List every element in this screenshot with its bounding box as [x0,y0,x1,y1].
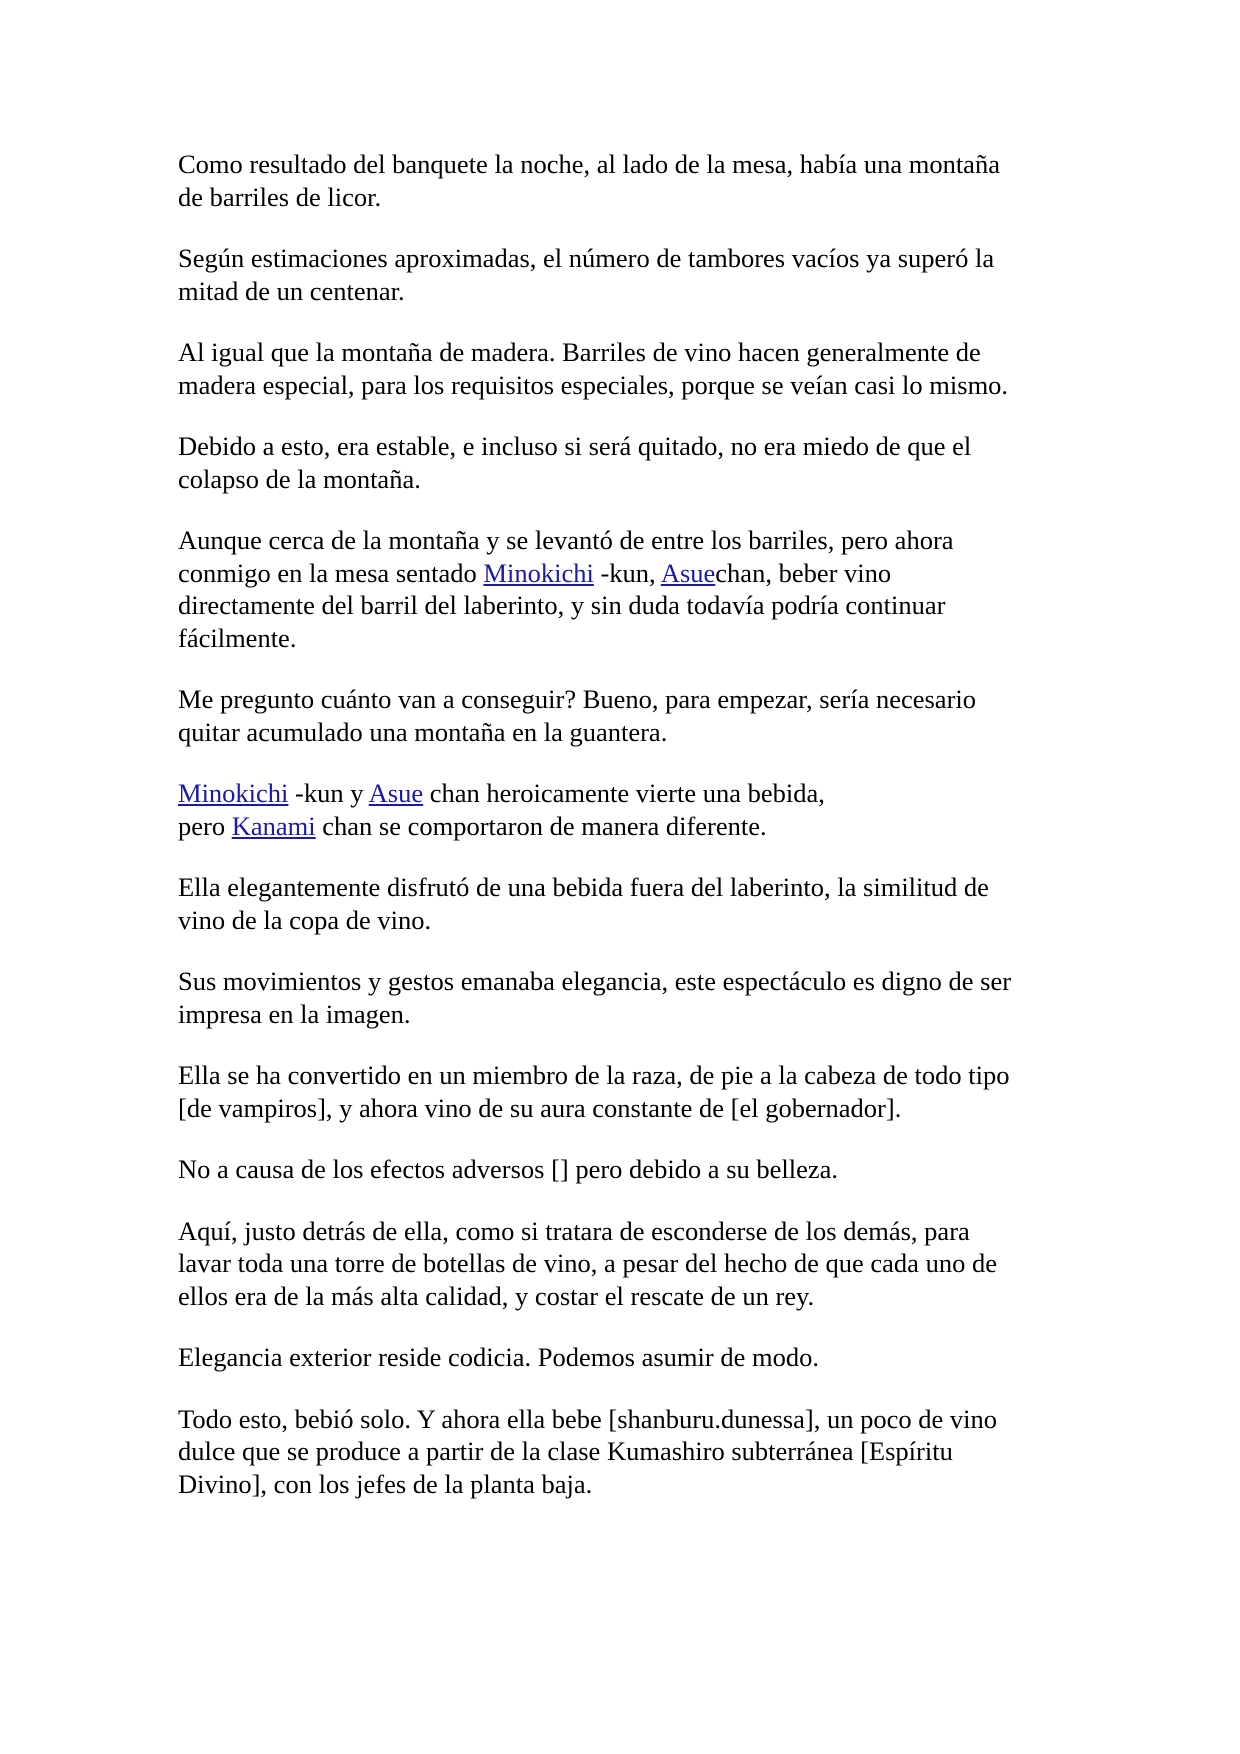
text-run: lavar toda una torre de botellas de vino, a pesar del hecho de que cada uno de [178,1248,997,1278]
text-run: Al igual que la montaña de madera. Barriles de vino hacen generalmente de [178,337,981,367]
text-run: Me pregunto cuánto van a conseguir? Bueno, para empezar, sería necesario [178,684,977,714]
character-link[interactable]: Asue [660,557,716,588]
paragraph [178,1059,1083,1124]
text-run: Ella se ha convertido en un miembro de la raza, de pie a la cabeza de todo tipo [178,1060,1010,1090]
text-run: colapso de la montaña. [178,463,421,494]
paragraph [178,1215,1083,1313]
text-run: mitad de un centenar. [178,275,405,306]
paragraph [178,777,1083,842]
text-run: ellos era de la más alta calidad, y costar el rescate de un rey. [178,1280,815,1311]
text-run: de barriles de licor. [178,181,382,212]
paragraph [178,683,1083,748]
paragraph [178,1153,1083,1186]
character-link[interactable]: Kanami [231,810,316,841]
text-run: Aunque cerca de la montaña y se levantó de entre los barriles, pero ahora [178,525,954,555]
paragraph [178,524,1083,654]
text-run: [de vampiros], y ahora vino de su aura constante de [el gobernador]. [178,1092,902,1123]
text-run: madera especial, para los requisitos especiales, porque se veían casi lo mismo. [178,369,1009,400]
text-run: quitar acumulado una montaña en la guantera. [178,716,668,747]
text-run: Divino], con los jefes de la planta baja. [178,1468,593,1499]
text-run: Sus movimientos y gestos emanaba elegancia, este espectáculo es digno de ser [178,966,1012,996]
paragraph [178,242,1083,307]
text-run: vino de la copa de vino. [178,904,432,935]
text-run: chan se comportaron de manera diferente. [315,810,767,841]
text-run: Como resultado del banquete la noche, al lado de la mesa, había una montaña [178,149,1000,179]
text-run: -kun y [288,778,369,808]
paragraph [178,1403,1083,1501]
character-link[interactable]: Minokichi [483,557,594,588]
character-link[interactable]: Minokichi [178,778,289,808]
text-run: directamente del barril del laberinto, y sin duda todavía podría continuar [178,590,946,620]
text-run: Elegancia exterior reside codicia. Podemos asumir de modo. [178,1342,819,1372]
text-run: dulce que se produce a partir de la clase Kumashiro subterránea [Espíritu [178,1436,953,1466]
text-run: Debido a esto, era estable, e incluso si será quitado, no era miedo de que el [178,431,972,461]
text-run: impresa en la imagen. [178,998,411,1029]
paragraph [178,871,1083,936]
text-run: chan heroicamente vierte una bebida, [423,778,825,808]
text-run: No a causa de los efectos adversos [] pero debido a su belleza. [178,1154,839,1184]
paragraph [178,430,1083,495]
text-run: Según estimaciones aproximadas, el número de tambores vacíos ya superó la [178,243,995,273]
text-run: Todo esto, bebió solo. Y ahora ella bebe [shanburu.dunessa], un poco de vino [178,1403,997,1434]
paragraph [178,1341,1083,1374]
paragraph [178,336,1083,401]
paragraph [178,148,1083,213]
text-run: conmigo en la mesa sentado [178,557,484,588]
text-run: pero [178,810,232,841]
document-body [178,148,1083,1529]
paragraph [178,965,1083,1030]
text-run: fácilmente. [178,622,297,653]
text-run: Ella elegantemente disfrutó de una bebida fuera del laberinto, la similitud de [178,872,989,902]
text-run: -kun, [593,557,661,588]
text-run: Aquí, justo detrás de ella, como si tratara de esconderse de los demás, para [178,1215,970,1246]
text-run: chan, beber vino [715,557,892,588]
character-link[interactable]: Asue [368,778,424,808]
